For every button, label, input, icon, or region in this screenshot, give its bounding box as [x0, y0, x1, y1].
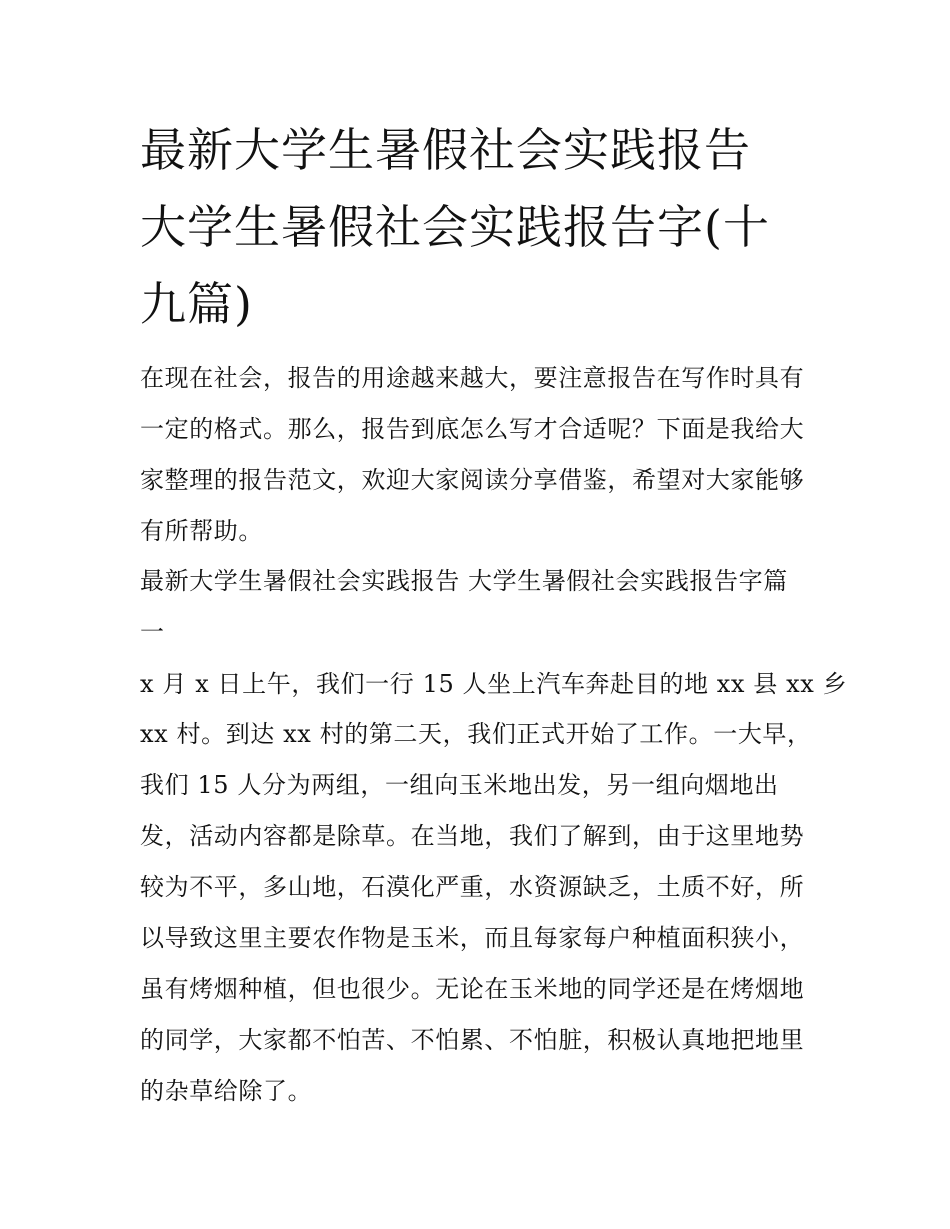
section-heading-line: 最新大学生暑假社会实践报告 大学生暑假社会实践报告字篇 — [140, 567, 788, 595]
title-line: 大学生暑假社会实践报告字(十 — [140, 200, 770, 254]
title-line: 最新大学生暑假社会实践报告 — [140, 123, 751, 177]
body-line: 以导致这里主要农作物是玉米，而且每家每户种植面积狭小， — [140, 924, 805, 952]
section-heading-line: 一 — [140, 618, 165, 646]
body-line: 发，活动内容都是除草。在当地，我们了解到，由于这里地势 — [140, 822, 805, 850]
intro-line: 一定的格式。那么，报告到底怎么写才合适呢？下面是我给大 — [140, 415, 805, 443]
body-line: 虽有烤烟种植，但也很少。无论在玉米地的同学还是在烤烟地 — [140, 975, 805, 1003]
intro-line: 家整理的报告范文，欢迎大家阅读分享借鉴，希望对大家能够 — [140, 466, 805, 494]
intro-line: 有所帮助。 — [140, 517, 263, 545]
title-line: 九篇) — [140, 277, 253, 331]
document-title — [140, 112, 820, 343]
body-line: 的同学，大家都不怕苦、不怕累、不怕脏，积极认真地把地里 — [140, 1026, 805, 1054]
intro-line: 在现在社会，报告的用途越来越大，要注意报告在写作时具有 — [140, 364, 805, 392]
body-line: xx 村。到达 xx 村的第二天，我们正式开始了工作。一大早， — [140, 720, 812, 748]
body-line: 较为不平，多山地，石漠化严重，水资源缺乏，土质不好，所 — [140, 873, 805, 901]
body-line: 的杂草给除了。 — [140, 1077, 313, 1105]
body-line: x 月 x 日上午，我们一行 15 人坐上汽车奔赴目的地 xx 县 xx 乡 — [140, 670, 848, 698]
body-line: 我们 15 人分为两组，一组向玉米地出发，另一组向烟地出 — [140, 771, 779, 799]
